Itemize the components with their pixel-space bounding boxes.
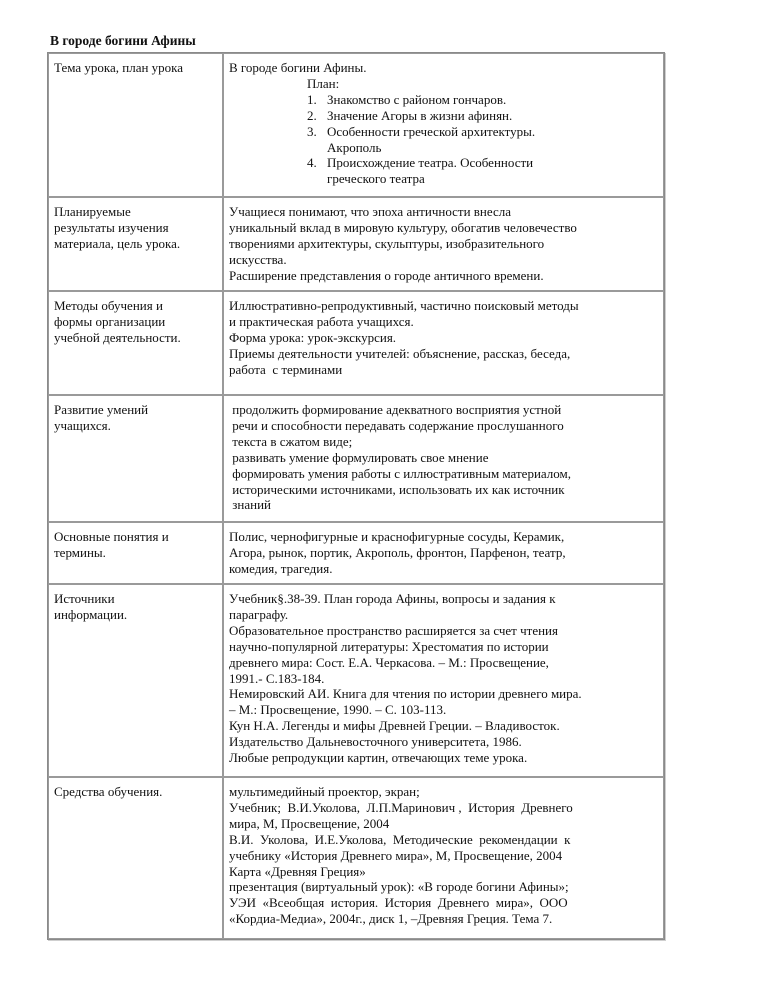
content-line: работа с терминами <box>229 361 343 377</box>
content-line: Учащиеся понимают, что эпоха античности внесла <box>229 204 512 219</box>
row-content-skills <box>223 395 664 522</box>
row-label-line: термины. <box>54 544 106 560</box>
row-content-results <box>223 197 664 291</box>
content-line: – М.: Просвещение, 1990. – С. 103-113. <box>229 702 447 718</box>
table-row <box>48 197 664 291</box>
content-line: 1991.- С.183-184. <box>229 670 325 686</box>
content-line: текста в сжатом виде; <box>229 433 353 449</box>
content-line: Приемы деятельности учителей: объяснение, рассказ, беседа, <box>229 345 571 361</box>
row-content-topic <box>223 53 664 197</box>
plan-item-text: Происхождение театра. Особенности <box>327 155 534 171</box>
content-line: Расширение представления о городе античного времени. <box>229 267 544 283</box>
plan-item <box>229 108 658 124</box>
content-line: научно-популярной литературы: Хрестоматия по истории <box>229 638 549 654</box>
row-label-line: Источники <box>54 591 115 606</box>
table-row <box>48 584 664 777</box>
content-line: продолжить формирование адекватного восприятия устной <box>229 402 562 417</box>
row-label-line: Средства обучения. <box>54 784 163 799</box>
content-line: В.И. Уколова, И.Е.Уколова, Методические рекомендации к <box>229 831 571 847</box>
content-line: искусства. <box>229 251 287 267</box>
row-label-topic <box>48 53 223 197</box>
row-content-sources <box>223 584 664 777</box>
content-line: мультимедийный проектор, экран; <box>229 784 420 799</box>
row-label-line: Основные понятия и <box>54 529 169 544</box>
row-content-concepts <box>223 522 664 584</box>
plan-item-text: Значение Агоры в жизни афинян. <box>327 107 513 123</box>
plan-heading: План: <box>307 75 340 91</box>
table-row <box>48 291 664 395</box>
plan-item <box>229 92 658 108</box>
row-label-line: Планируемые <box>54 204 131 219</box>
plan-item-number: 2. <box>307 107 317 123</box>
plan-item-text: греческого театра <box>327 171 425 187</box>
content-line: Карта «Древняя Греция» <box>229 863 366 879</box>
row-label-line: формы организации <box>54 313 166 329</box>
row-label-line: информации. <box>54 606 128 622</box>
content-line: Любые репродукции картин, отвечающих теме урока. <box>229 750 528 766</box>
row-label-line: Развитие умений <box>54 402 149 417</box>
content-line: презентация (виртуальный урок): «В городе богини Афины»; <box>229 879 569 895</box>
row-label-methods <box>48 291 223 395</box>
plan-item-continued <box>229 140 658 156</box>
content-line: Кун Н.А. Легенды и мифы Древней Греции. – Владивосток. <box>229 718 560 734</box>
plan-item <box>229 124 658 140</box>
row-label-line: материала, цель урока. <box>54 235 181 251</box>
row-label-line: Методы обучения и <box>54 298 163 313</box>
table-row <box>48 777 664 939</box>
plan-item-text: Знакомство с районом гончаров. <box>327 91 507 107</box>
table-row <box>48 522 664 584</box>
row-label-text: Тема урока, план урока <box>54 60 184 75</box>
document-title: В городе богини Афины <box>50 33 196 48</box>
plan-item-number: 1. <box>307 91 317 107</box>
row-content-tools <box>223 777 664 939</box>
row-label-line: учебной деятельности. <box>54 329 181 345</box>
content-line: Агора, рынок, портик, Акрополь, фронтон, Парфенон, театр, <box>229 544 566 560</box>
row-label-skills <box>48 395 223 522</box>
plan-item-continued <box>229 171 658 187</box>
row-label-tools <box>48 777 223 939</box>
content-line: Образовательное пространство расширяется за счет чтения <box>229 622 558 638</box>
content-line: УЭИ «Всеобщая история. История Древнего мира», ООО <box>229 895 568 911</box>
table-row <box>48 53 664 197</box>
content-line: мира, М, Просвещение, 2004 <box>229 815 390 831</box>
content-line: Иллюстративно-репродуктивный, частично поисковый методы <box>229 298 579 313</box>
content-line: параграфу. <box>229 606 289 622</box>
content-line: учебнику «История Древнего мира», М, Просвещение, 2004 <box>229 847 563 863</box>
content-line: «Кордиа-Медиа», 2004г., диск 1, –Древняя Греция. Тема 7. <box>229 911 553 927</box>
content-line: Учебник; В.И.Уколова, Л.П.Маринович , История Древнего <box>229 799 573 815</box>
plan-item-number: 4. <box>307 155 317 171</box>
content-line: Издательство Дальневосточного университета, 1986. <box>229 734 522 750</box>
row-label-results <box>48 197 223 291</box>
row-label-concepts <box>48 522 223 584</box>
content-line: комедия, трагедия. <box>229 560 333 576</box>
plan-item-text: Акрополь <box>327 139 382 155</box>
content-line: развивать умение формулировать свое мнение <box>229 449 489 465</box>
content-line: древнего мира: Сост. Е.А. Черкасова. – М.: Просвещение, <box>229 654 549 670</box>
content-line: Полис, чернофигурные и краснофигурные сосуды, Керамик, <box>229 529 565 544</box>
plan-item <box>229 155 658 171</box>
row-label-line: результаты изучения <box>54 219 169 235</box>
content-line: знаний <box>229 497 271 513</box>
plan-item-text: Особенности греческой архитектуры. <box>327 123 536 139</box>
lesson-plan-table <box>47 52 665 940</box>
content-line: и практическая работа учащихся. <box>229 313 414 329</box>
content-line: Форма урока: урок-экскурсия. <box>229 329 397 345</box>
row-label-sources <box>48 584 223 777</box>
lesson-topic-text: В городе богини Афины. <box>229 60 367 75</box>
content-line: Немировский АИ. Книга для чтения по истории древнего мира. <box>229 686 582 702</box>
content-line: творениями архитектуры, скульптуры, изобразительного <box>229 235 545 251</box>
content-line: уникальный вклад в мировую культуру, обогатив человечество <box>229 219 577 235</box>
content-line: речи и способности передавать содержание прослушанного <box>229 417 564 433</box>
plan-list <box>229 92 658 187</box>
row-label-line: учащихся. <box>54 417 111 433</box>
table-row <box>48 395 664 522</box>
plan-item-number: 3. <box>307 123 317 139</box>
content-line: историческими источниками, использовать их как источник <box>229 481 565 497</box>
content-line: формировать умения работы с иллюстративным материалом, <box>229 465 571 481</box>
row-content-methods <box>223 291 664 395</box>
content-line: Учебник§.38-39. План города Афины, вопросы и задания к <box>229 591 556 606</box>
